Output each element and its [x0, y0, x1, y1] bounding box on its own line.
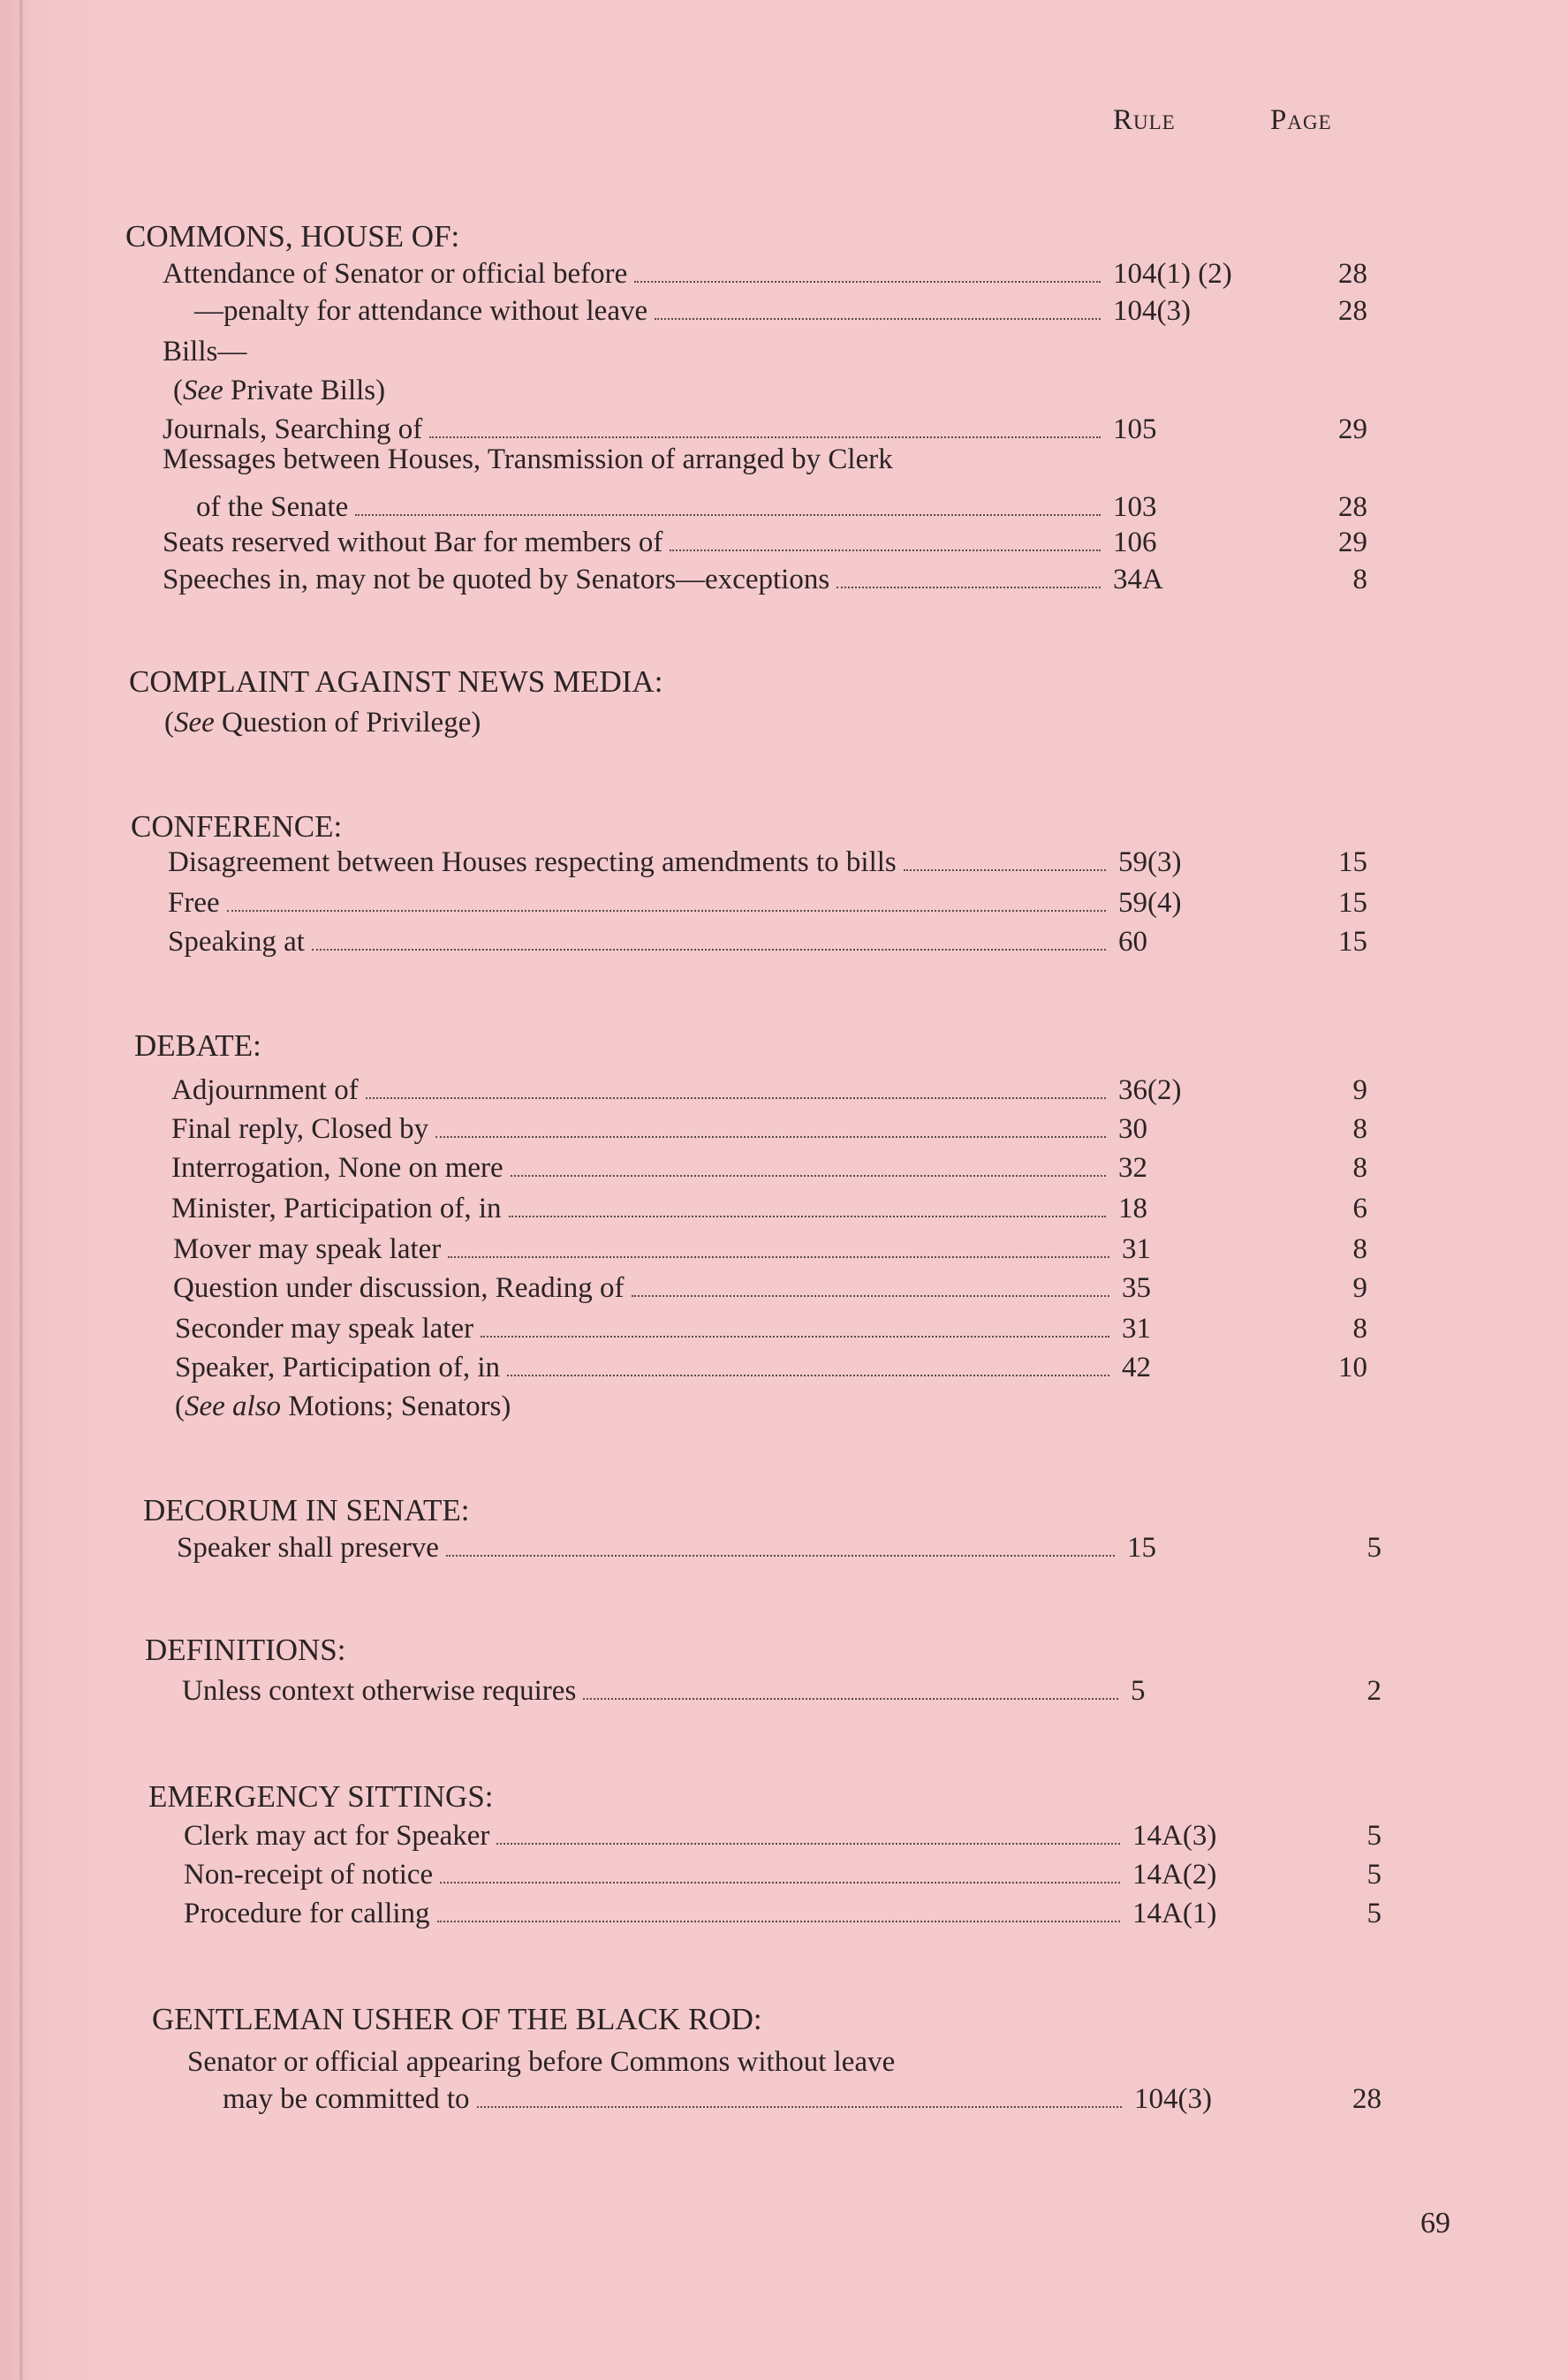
leader-dots	[477, 2106, 1122, 2108]
page-number-ref: 5	[1366, 1820, 1382, 1852]
page-number-ref: 9	[1352, 1272, 1367, 1304]
entry-text: Journals, Searching of	[163, 413, 423, 445]
index-entry	[171, 1110, 1369, 1148]
page-number-ref: 8	[1352, 1233, 1367, 1265]
leader-dots	[509, 1216, 1106, 1217]
index-entry	[175, 1348, 1369, 1387]
entry-text: (See Question of Privilege)	[164, 707, 481, 739]
rule-number: 104(1) (2)	[1113, 258, 1232, 290]
index-entry	[171, 1148, 1369, 1187]
index-entry	[194, 292, 1369, 330]
index-entry	[173, 1269, 1369, 1307]
leader-dots	[904, 869, 1106, 871]
leader-dots	[496, 1843, 1120, 1845]
entry-text: Non-receipt of notice	[184, 1859, 434, 1891]
rule-number: 103	[1113, 491, 1157, 523]
section-title: COMMONS, HOUSE OF:	[125, 219, 460, 254]
page-number-ref: 15	[1338, 926, 1367, 958]
page-number-ref: 8	[1352, 1113, 1367, 1145]
rule-number: 14A(2)	[1132, 1859, 1217, 1891]
index-entry	[184, 1816, 1382, 1855]
rule-number: 31	[1122, 1233, 1151, 1265]
rule-number: 104(3)	[1113, 295, 1191, 327]
index-entry	[163, 560, 1369, 599]
entry-text: Final reply, Closed by	[171, 1113, 429, 1145]
index-entry	[171, 1189, 1369, 1228]
index-entry	[173, 371, 1369, 410]
index-entry	[171, 1071, 1369, 1110]
index-entry	[164, 703, 1369, 742]
rule-number: 14A(1)	[1132, 1898, 1217, 1929]
entry-text: (See also Motions; Senators)	[175, 1391, 511, 1422]
rule-number: 36(2)	[1118, 1074, 1182, 1106]
section-title: DECORUM IN SENATE:	[143, 1493, 470, 1527]
rule-number: 18	[1118, 1193, 1147, 1224]
rule-number: 15	[1127, 1532, 1156, 1564]
entry-text: Speeches in, may not be quoted by Senators—exceptions	[163, 564, 830, 595]
leader-dots	[583, 1698, 1118, 1700]
entry-text: Speaker shall preserve	[177, 1532, 439, 1564]
rule-number: 30	[1118, 1113, 1147, 1145]
entry-text: Bills—	[163, 336, 247, 368]
rule-number: 34A	[1113, 564, 1163, 595]
section-title: DEBATE:	[134, 1028, 261, 1063]
page-number-ref: 5	[1366, 1898, 1382, 1929]
rule-number: 59(4)	[1118, 887, 1182, 919]
index-entry	[177, 1528, 1382, 1567]
entry-text: Attendance of Senator or official before	[163, 258, 628, 290]
rule-number: 5	[1131, 1675, 1146, 1707]
index-entry	[182, 1671, 1382, 1710]
page-number-ref: 15	[1338, 887, 1367, 919]
entry-text: Seconder may speak later	[175, 1313, 474, 1345]
page-number-ref: 29	[1338, 413, 1367, 445]
leader-dots	[435, 1136, 1106, 1138]
leader-dots	[634, 281, 1101, 283]
entry-text: Messages between Houses, Transmission of arranged by Clerk	[163, 443, 893, 475]
section-title: CONFERENCE:	[131, 809, 343, 844]
leader-dots	[511, 1175, 1106, 1177]
rule-number: 31	[1122, 1313, 1151, 1345]
leader-dots	[227, 910, 1106, 912]
leader-dots	[446, 1555, 1115, 1557]
entry-text: Senator or official appearing before Commons without leave	[187, 2046, 896, 2078]
page-number-ref: 8	[1352, 1152, 1367, 1184]
entry-text: Free	[168, 887, 220, 919]
index-entry	[163, 254, 1369, 293]
rule-number: 60	[1118, 926, 1147, 958]
page-number-ref: 28	[1338, 258, 1367, 290]
leader-dots	[366, 1097, 1106, 1099]
rule-number: 32	[1118, 1152, 1147, 1184]
rule-number: 14A(3)	[1132, 1820, 1217, 1852]
page-number-ref: 29	[1338, 527, 1367, 558]
page-number-ref: 8	[1352, 564, 1367, 595]
index-entry	[173, 1230, 1369, 1269]
leader-dots	[312, 949, 1106, 951]
entry-text: Mover may speak later	[173, 1233, 442, 1265]
index-entry	[175, 1309, 1369, 1348]
page-number-ref: 9	[1352, 1074, 1367, 1106]
page-number-ref: 8	[1352, 1313, 1367, 1345]
leader-dots	[507, 1375, 1109, 1376]
column-header-page: Page	[1270, 104, 1332, 136]
section-title: EMERGENCY SITTINGS:	[148, 1779, 494, 1814]
index-entry	[168, 883, 1369, 922]
page-number-ref: 28	[1352, 2083, 1382, 2115]
leader-dots	[355, 514, 1101, 516]
page-spine-shadow	[19, 0, 23, 2380]
page-number-ref: 10	[1338, 1352, 1367, 1383]
entry-text: Disagreement between Houses respecting amendments to bills	[168, 846, 897, 878]
entry-text: Procedure for calling	[184, 1898, 430, 1929]
entry-text: Speaker, Participation of, in	[175, 1352, 500, 1383]
index-entry	[184, 1894, 1382, 1933]
entry-text: Adjournment of	[171, 1074, 359, 1106]
section-title: COMPLAINT AGAINST NEWS MEDIA:	[129, 664, 663, 699]
entry-text: Clerk may act for Speaker	[184, 1820, 490, 1852]
index-entry	[163, 440, 1369, 479]
leader-dots	[437, 1921, 1120, 1922]
page-number-ref: 6	[1352, 1193, 1367, 1224]
page-number-ref: 5	[1366, 1532, 1382, 1564]
page-number-ref: 5	[1366, 1859, 1382, 1891]
rule-number: 105	[1113, 413, 1157, 445]
page-number-ref: 15	[1338, 846, 1367, 878]
index-entry	[187, 2043, 1369, 2081]
entry-text: (See Private Bills)	[173, 375, 386, 406]
entry-text: of the Senate	[196, 491, 349, 523]
index-entry	[163, 332, 1369, 371]
entry-text: Interrogation, None on mere	[171, 1152, 503, 1184]
leader-dots	[632, 1295, 1109, 1297]
entry-text: Question under discussion, Reading of	[173, 1272, 625, 1304]
index-entry	[163, 523, 1369, 562]
entry-text: Minister, Participation of, in	[171, 1193, 502, 1224]
leader-dots	[429, 436, 1101, 438]
index-entry	[168, 843, 1369, 882]
page-number-ref: 2	[1366, 1675, 1382, 1707]
rule-number: 35	[1122, 1272, 1151, 1304]
section-title: GENTLEMAN USHER OF THE BLACK ROD:	[152, 2002, 762, 2036]
leader-dots	[481, 1336, 1109, 1338]
entry-text: —penalty for attendance without leave	[194, 295, 648, 327]
page-number-ref: 28	[1338, 491, 1367, 523]
leader-dots	[655, 318, 1101, 320]
leader-dots	[670, 550, 1101, 551]
index-entry	[196, 488, 1369, 527]
entry-text: Seats reserved without Bar for members of	[163, 527, 663, 558]
entry-text: may be committed to	[223, 2083, 470, 2115]
index-entry	[223, 2080, 1382, 2119]
rule-number: 106	[1113, 527, 1157, 558]
leader-dots	[448, 1256, 1109, 1258]
entry-text: Unless context otherwise requires	[182, 1675, 577, 1707]
leader-dots	[836, 587, 1101, 588]
rule-number: 59(3)	[1118, 846, 1182, 878]
page-number-ref: 28	[1338, 295, 1367, 327]
leader-dots	[440, 1882, 1120, 1884]
column-header-rule: Rule	[1113, 104, 1176, 136]
section-title: DEFINITIONS:	[145, 1633, 346, 1667]
rule-number: 42	[1122, 1352, 1151, 1383]
page-number: 69	[1420, 2207, 1450, 2240]
index-entry	[168, 922, 1369, 961]
rule-number: 104(3)	[1134, 2083, 1212, 2115]
index-entry	[175, 1387, 1369, 1426]
entry-text: Speaking at	[168, 926, 305, 958]
index-entry	[184, 1855, 1382, 1894]
